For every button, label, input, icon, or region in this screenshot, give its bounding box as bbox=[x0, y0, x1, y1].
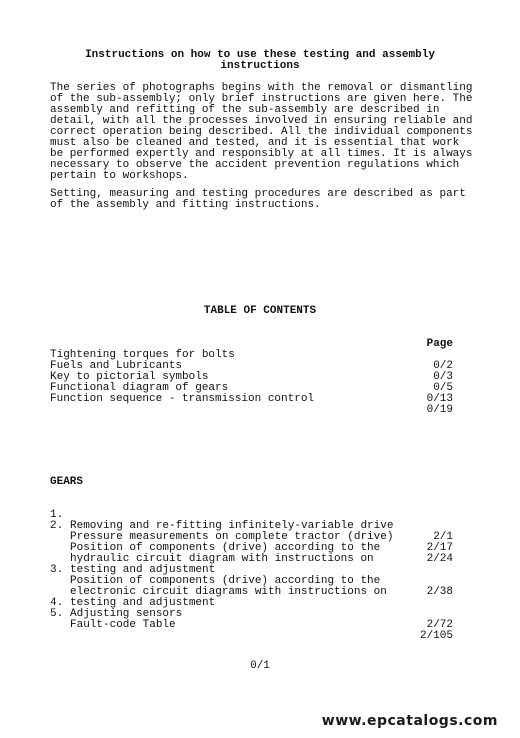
toc-entry-page: 0/19 bbox=[426, 404, 453, 416]
toc-entry-label: Function sequence - transmission control bbox=[50, 393, 315, 405]
toc-page-header: Page bbox=[426, 338, 453, 350]
toc-entry-page: 0/3 bbox=[433, 371, 453, 383]
gears-item-text: Fault-code Table bbox=[70, 619, 176, 631]
toc-entry-page: 0/5 bbox=[433, 382, 453, 394]
paragraph-line: be performed expertly and responsibly at all times. It is always bbox=[50, 148, 473, 160]
gears-item-number: 4. bbox=[50, 597, 64, 609]
gears-item-page: 2/105 bbox=[419, 630, 453, 642]
toc-entry-page: 0/13 bbox=[426, 393, 453, 405]
toc-table bbox=[50, 328, 453, 416]
paragraph-line: The series of photographs begins with the removal or dismantling bbox=[50, 82, 473, 94]
paragraph-line: Setting, measuring and testing procedures are described as part bbox=[50, 188, 466, 200]
gears-item-page: 2/38 bbox=[426, 586, 453, 598]
intro-title-line: instructions bbox=[220, 60, 300, 72]
gears-item-text: Adjusting sensors bbox=[70, 608, 183, 620]
gears-item-text: testing and adjustment bbox=[70, 597, 216, 609]
gears-item-text: electronic circuit diagrams with instructions on bbox=[70, 586, 387, 598]
paragraph-line: must also be cleaned and tested, and it is essential that work bbox=[50, 137, 460, 149]
paragraph-line: correct operation being described. All the individual components bbox=[50, 126, 473, 138]
page-number: 0/1 bbox=[250, 660, 270, 672]
toc-entry-label: Fuels and Lubricants bbox=[50, 360, 183, 372]
paragraph-line: assembly and refitting of the sub-assembly are described in bbox=[50, 104, 440, 116]
intro-paragraph-2 bbox=[50, 189, 470, 211]
gears-item-number: 5. bbox=[50, 608, 64, 620]
watermark: www.epcatalogs.com bbox=[321, 713, 498, 729]
gears-item-text: Pressure measurements on complete tractor (drive) bbox=[70, 531, 394, 543]
gears-item-number: 1. bbox=[50, 509, 64, 521]
gears-item-text: Position of components (drive) according to the bbox=[70, 575, 381, 587]
gears-item-text: Position of components (drive) according to the bbox=[70, 542, 381, 554]
gears-heading: GEARS bbox=[50, 476, 84, 488]
paragraph-line: of the sub-assembly; only brief instructions are given here. The bbox=[50, 93, 473, 105]
toc-entry-label: Functional diagram of gears bbox=[50, 382, 229, 394]
paragraph-line: pertain to workshops. bbox=[50, 170, 189, 182]
gears-item-page: 2/17 bbox=[426, 542, 453, 554]
toc-title: TABLE OF CONTENTS bbox=[203, 305, 317, 317]
toc-header-row bbox=[50, 328, 453, 350]
gears-item-page: 2/72 bbox=[426, 619, 453, 631]
gears-item-number: 3. bbox=[50, 564, 64, 576]
gears-item-page: 2/1 bbox=[433, 531, 453, 543]
gears-item-page: 2/24 bbox=[426, 553, 453, 565]
gears-item-text: testing and adjustment bbox=[70, 564, 216, 576]
gears-item-text: Removing and re-fitting infinitely-variable drive bbox=[70, 520, 394, 532]
paragraph-line: necessary to observe the accident prevention regulations which bbox=[50, 159, 460, 171]
gears-table bbox=[50, 499, 453, 642]
intro-paragraph-1 bbox=[50, 82, 473, 182]
gears-item-number: 2. bbox=[50, 520, 64, 532]
toc-entry-label: Tightening torques for bolts bbox=[50, 349, 235, 361]
paragraph-line: of the assembly and fitting instructions. bbox=[50, 199, 321, 211]
gears-item-text: hydraulic circuit diagram with instructions on bbox=[70, 553, 374, 565]
toc-entry-page: 0/2 bbox=[433, 360, 453, 372]
intro-title-line: Instructions on how to use these testing and assembly bbox=[85, 49, 435, 61]
intro-title bbox=[0, 50, 520, 72]
toc-entry-label: Key to pictorial symbols bbox=[50, 371, 209, 383]
paragraph-line: detail, with all the processes involved in ensuring reliable and bbox=[50, 115, 473, 127]
